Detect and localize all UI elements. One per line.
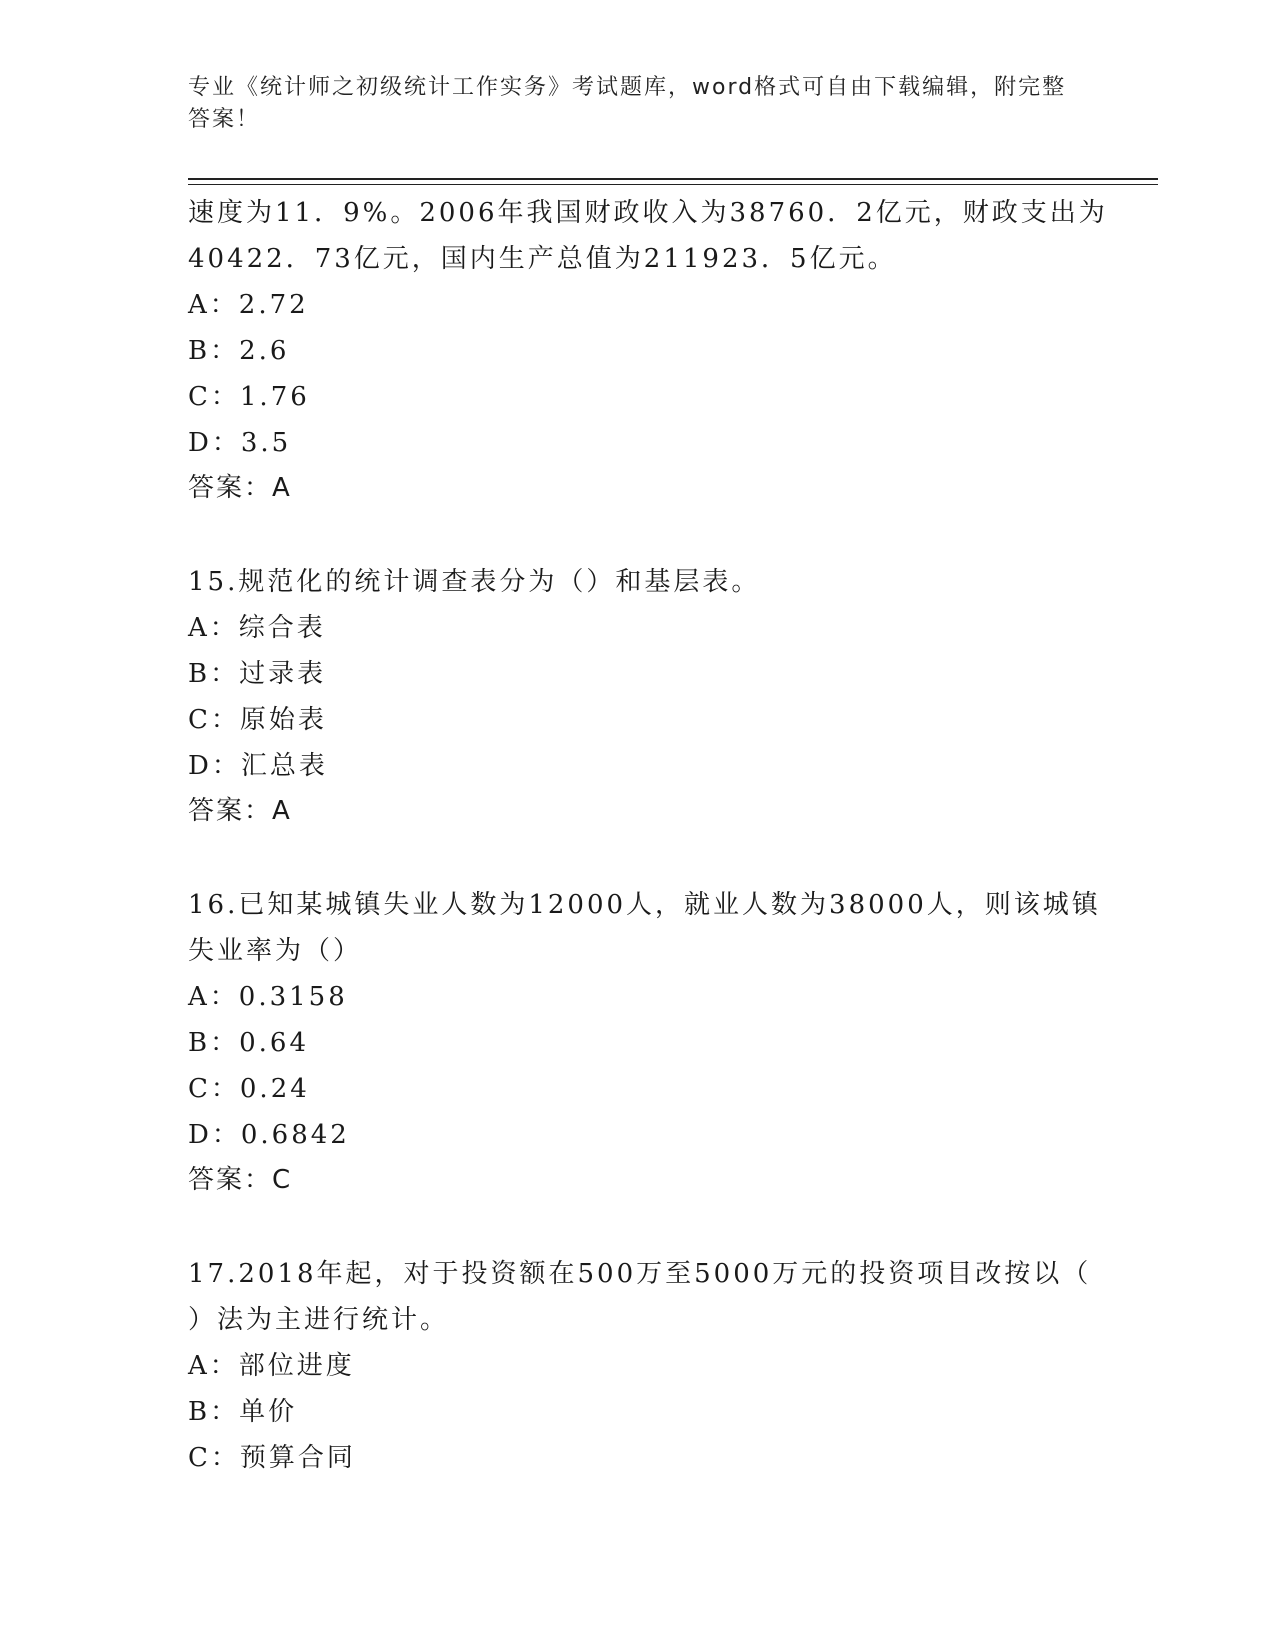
question-text: 40422．73亿元，国内生产总值为211923．5亿元。: [188, 244, 897, 274]
option-c: C：预算合同: [188, 1443, 356, 1473]
option-c: C：1.76: [188, 382, 310, 412]
option-b: B：单价: [188, 1397, 298, 1427]
question-16: [188, 882, 1101, 1202]
question-15: [188, 559, 1088, 833]
option-a: A：部位进度: [188, 1351, 355, 1381]
option-b: B：0.64: [188, 1028, 309, 1058]
option-d: D：汇总表: [188, 751, 328, 781]
question-text: 16.已知某城镇失业人数为12000人，就业人数为38000人，则该城镇: [188, 890, 1101, 920]
option-d: D：3.5: [188, 428, 292, 458]
header-rule-thin: [188, 184, 1158, 185]
option-c: C：原始表: [188, 705, 327, 735]
option-b: B：2.6: [188, 336, 290, 366]
spacer: [188, 833, 1088, 882]
spacer: [188, 510, 1088, 559]
question-text: 15.规范化的统计调查表分为（）和基层表。: [188, 567, 761, 597]
question-17: [188, 1251, 1092, 1481]
header-rule-thick: [188, 178, 1158, 180]
answer-line: 答案：A: [188, 473, 292, 503]
option-d: D：0.6842: [188, 1120, 350, 1150]
answer-line: 答案：A: [188, 796, 292, 826]
question-14: [188, 190, 1108, 510]
document-header: 专业《统计师之初级统计工作实务》考试题库，word格式可自由下载编辑，附完整答案！: [188, 75, 1067, 132]
question-list: [188, 190, 1108, 1481]
option-b: B：过录表: [188, 659, 327, 689]
question-text: 失业率为（）: [188, 936, 363, 966]
spacer: [188, 1202, 1088, 1251]
option-a: A：2.72: [188, 290, 309, 320]
question-text: ）法为主进行统计。: [188, 1305, 450, 1335]
option-a: A：综合表: [188, 613, 326, 643]
option-c: C：0.24: [188, 1074, 310, 1104]
option-a: A：0.3158: [188, 982, 348, 1012]
question-text: 17.2018年起，对于投资额在500万至5000万元的投资项目改按以（: [188, 1259, 1092, 1289]
question-text: 速度为11．9%。2006年我国财政收入为38760．2亿元，财政支出为: [188, 198, 1108, 228]
answer-line: 答案：C: [188, 1165, 293, 1195]
